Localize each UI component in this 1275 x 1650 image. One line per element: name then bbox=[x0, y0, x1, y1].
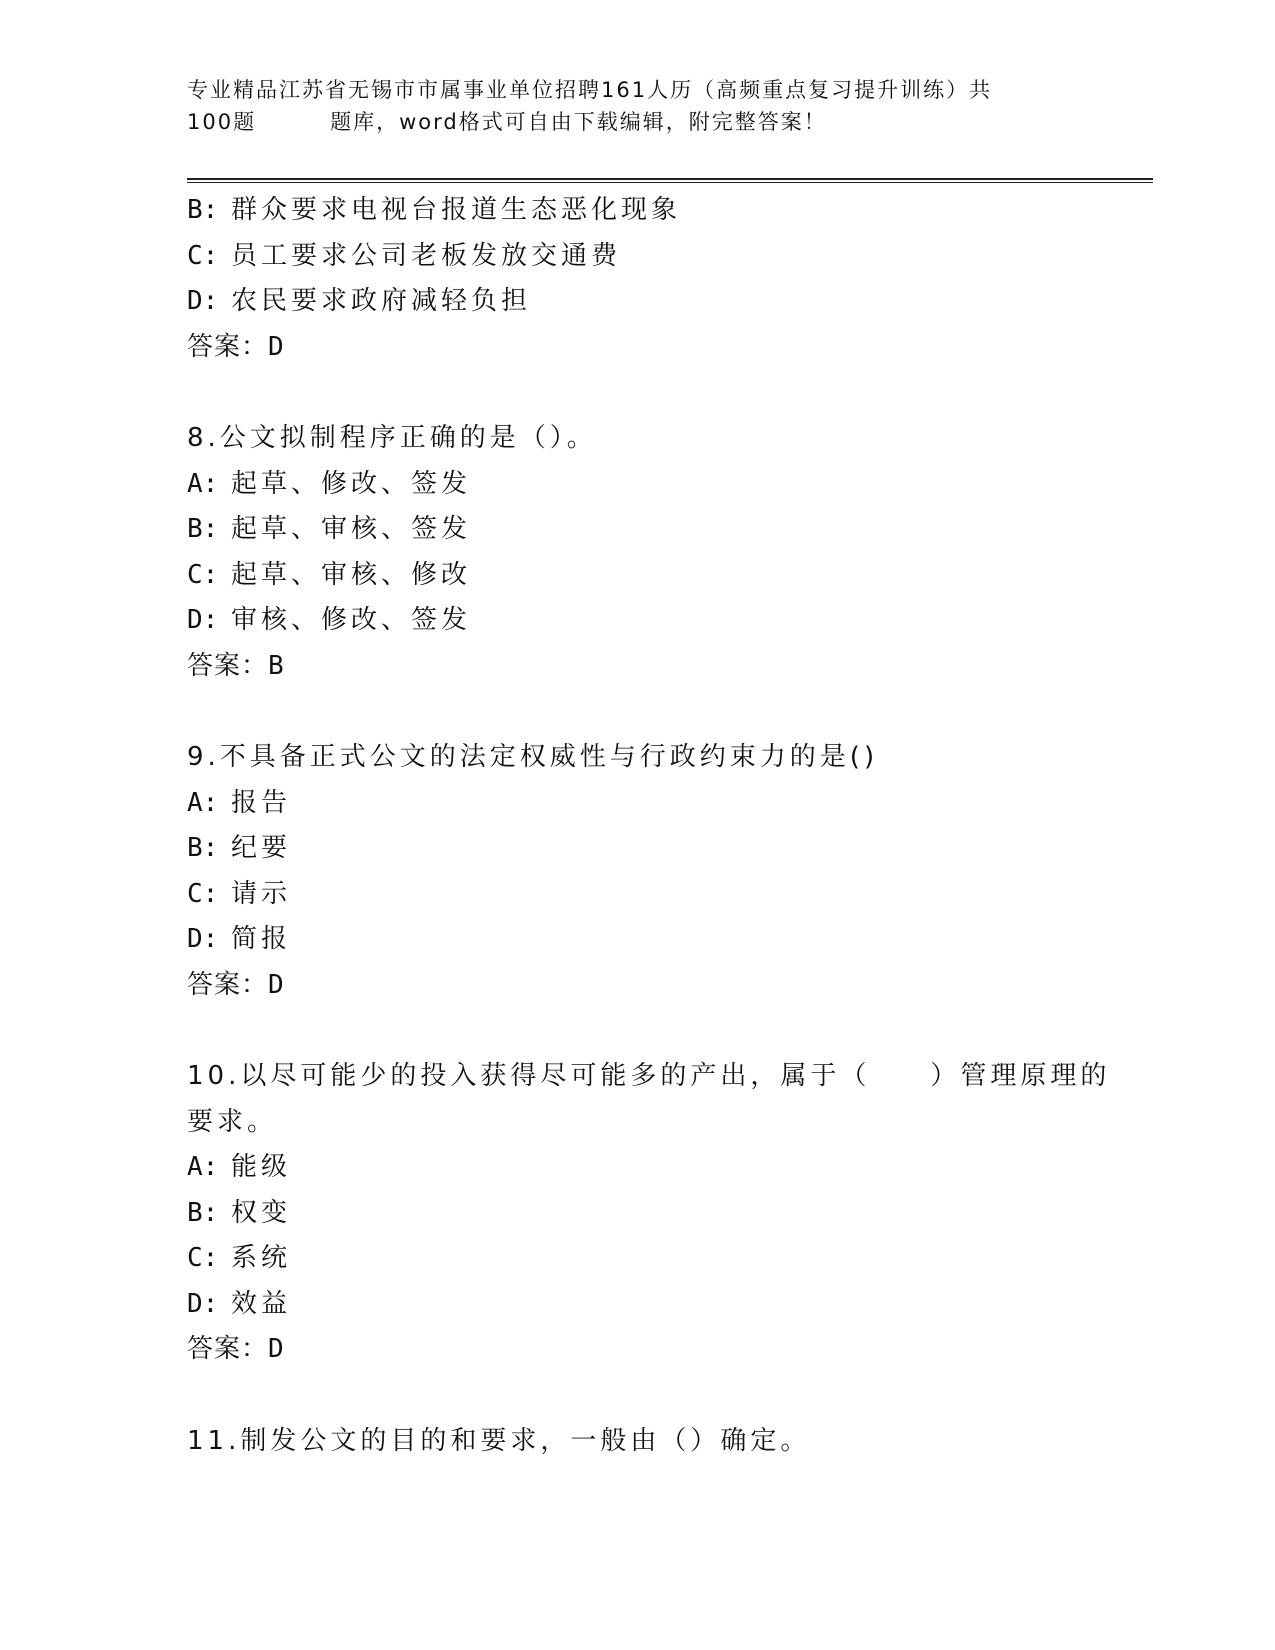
question-9 bbox=[187, 735, 1127, 1008]
option-letter: B: bbox=[187, 195, 219, 225]
option-letter: A: bbox=[187, 1152, 219, 1182]
option-b bbox=[187, 188, 1127, 234]
option-text: 简报 bbox=[231, 924, 292, 954]
option-a bbox=[187, 462, 1127, 508]
option-b bbox=[187, 1191, 1127, 1237]
header-divider-thick bbox=[187, 178, 1153, 180]
answer-value: B bbox=[268, 650, 285, 681]
option-text: 效益 bbox=[231, 1288, 292, 1319]
option-b bbox=[187, 507, 1127, 553]
option-c bbox=[187, 553, 1127, 599]
option-text: 群众要求电视台报道生态恶化现象 bbox=[231, 195, 682, 225]
answer-line bbox=[187, 644, 1127, 690]
option-letter: C: bbox=[187, 240, 219, 271]
option-letter: C: bbox=[187, 559, 219, 590]
option-letter: D: bbox=[187, 1288, 219, 1319]
option-text: 审核、修改、签发 bbox=[231, 605, 472, 635]
header-divider-thin bbox=[187, 182, 1153, 183]
option-text: 起草、修改、签发 bbox=[231, 468, 472, 499]
answer-value: D bbox=[268, 1334, 285, 1364]
option-text: 能级 bbox=[231, 1152, 292, 1182]
option-letter: A: bbox=[187, 468, 219, 499]
document-header bbox=[187, 74, 1067, 138]
question-text: 8.公文拟制程序正确的是（）。 bbox=[187, 423, 597, 453]
option-d bbox=[187, 917, 1127, 963]
question-text-line2: 要求。 bbox=[187, 1106, 278, 1137]
answer-value: D bbox=[268, 331, 285, 362]
option-letter: D: bbox=[187, 924, 219, 954]
question-10 bbox=[187, 1054, 1127, 1373]
question-11 bbox=[187, 1419, 1127, 1465]
answer-line bbox=[187, 963, 1127, 1009]
option-text: 权变 bbox=[231, 1197, 292, 1228]
option-letter: B: bbox=[187, 514, 219, 544]
option-letter: A: bbox=[187, 787, 219, 818]
option-text: 系统 bbox=[231, 1243, 292, 1273]
option-b bbox=[187, 826, 1127, 872]
answer-value: D bbox=[268, 969, 285, 1000]
question-8 bbox=[187, 416, 1127, 689]
question-list bbox=[187, 188, 1127, 1464]
answer-label: 答案： bbox=[187, 1334, 269, 1364]
option-letter: D: bbox=[187, 286, 219, 316]
option-text: 农民要求政府减轻负担 bbox=[231, 286, 532, 316]
header-title-line1: 专业精品江苏省无锡市市属事业单位招聘161人历（高频重点复习提升训练）共 bbox=[187, 78, 993, 102]
option-letter: B: bbox=[187, 1197, 219, 1228]
option-text: 起草、审核、修改 bbox=[231, 559, 472, 590]
question-7 bbox=[187, 188, 1127, 370]
option-d bbox=[187, 598, 1127, 644]
header-title-line2 bbox=[187, 106, 1067, 138]
answer-label: 答案： bbox=[187, 650, 269, 681]
option-c bbox=[187, 234, 1127, 280]
option-a bbox=[187, 781, 1127, 827]
option-text: 纪要 bbox=[231, 833, 292, 863]
option-c bbox=[187, 1236, 1127, 1282]
option-text: 起草、审核、签发 bbox=[231, 514, 472, 544]
option-letter: D: bbox=[187, 605, 219, 635]
option-a bbox=[187, 1145, 1127, 1191]
option-d bbox=[187, 279, 1127, 325]
question-text: 9.不具备正式公文的法定权威性与行政约束力的是() bbox=[187, 742, 879, 772]
question-text: 11.制发公文的目的和要求，一般由（）确定。 bbox=[187, 1425, 811, 1456]
option-letter: C: bbox=[187, 1243, 219, 1273]
answer-label: 答案： bbox=[187, 969, 269, 1000]
option-d bbox=[187, 1282, 1127, 1328]
option-text: 报告 bbox=[231, 787, 292, 818]
header-count: 100题 bbox=[187, 110, 257, 134]
question-text-line1: 10.以尽可能少的投入获得尽可能多的产出，属于（ ）管理原理的 bbox=[187, 1061, 1111, 1091]
answer-label: 答案： bbox=[187, 331, 269, 362]
answer-line bbox=[187, 325, 1127, 371]
header-description: 题库，word格式可自由下载编辑，附完整答案！ bbox=[330, 110, 827, 134]
answer-line bbox=[187, 1327, 1127, 1373]
option-text: 员工要求公司老板发放交通费 bbox=[231, 240, 622, 271]
option-letter: B: bbox=[187, 833, 219, 863]
option-c bbox=[187, 872, 1127, 918]
option-text: 请示 bbox=[231, 878, 292, 909]
option-letter: C: bbox=[187, 878, 219, 909]
